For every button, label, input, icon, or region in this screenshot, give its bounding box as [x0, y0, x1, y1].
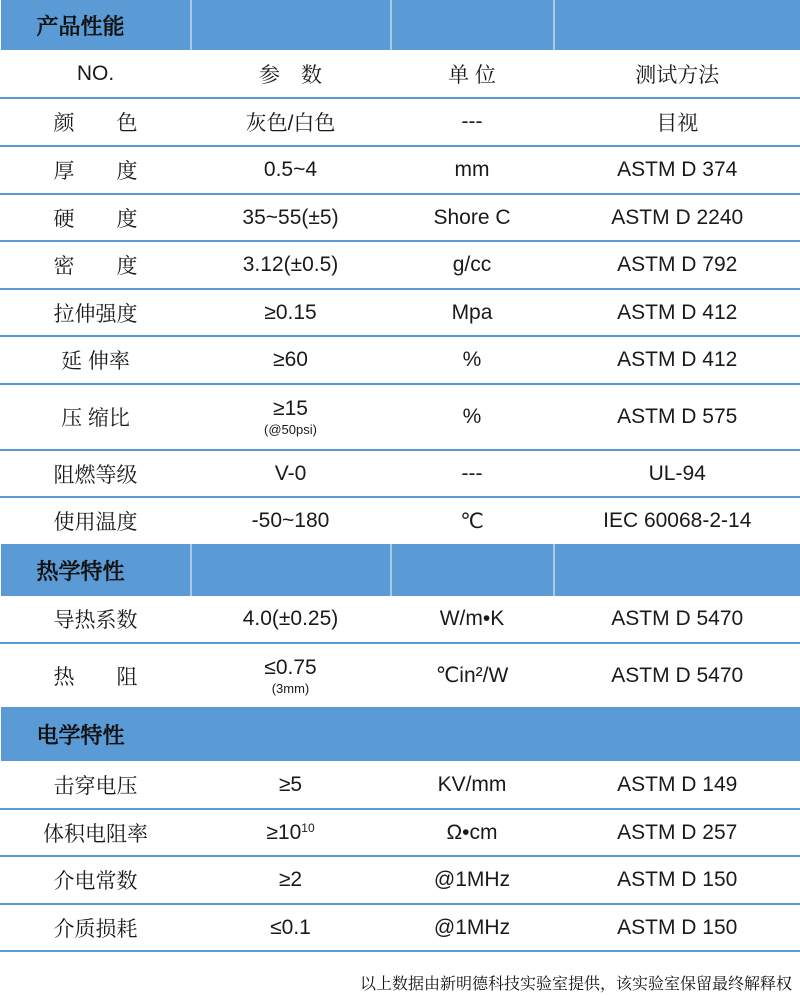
footnote: 以上数据由新明德科技实验室提供，该实验室保留最终解释权 — [359, 976, 792, 993]
table-row — [1, 643, 800, 707]
cell-param: ≥5 — [191, 761, 391, 809]
cell-unit: W/m•K — [391, 596, 554, 643]
cell-item: 厚 度 — [1, 146, 191, 194]
cell-param: ≥60 — [191, 336, 391, 384]
cell-item: 导热系数 — [1, 596, 191, 643]
table-row — [1, 809, 800, 856]
cell-param: V-0 — [191, 450, 391, 497]
cell-param: 3.12(±0.5) — [191, 241, 391, 289]
table-row — [1, 904, 800, 951]
cell-method: ASTM D 412 — [554, 289, 800, 336]
param-value: ≤0.75 — [264, 655, 317, 679]
cell-unit: Mpa — [391, 289, 554, 336]
cell-item: 介电常数 — [1, 856, 191, 904]
table-row — [1, 384, 800, 450]
table-row — [1, 856, 800, 904]
cell-method: ASTM D 5470 — [554, 643, 800, 707]
section-header-thermal — [1, 544, 800, 596]
cell-param: 灰色/白色 — [191, 98, 391, 146]
table-row — [1, 596, 800, 643]
cell-item: 阻燃等级 — [1, 450, 191, 497]
cell-unit: % — [391, 384, 554, 450]
cell-param: -50~180 — [191, 497, 391, 544]
cell-method: ASTM D 792 — [554, 241, 800, 289]
cell-method: ASTM D 412 — [554, 336, 800, 384]
cell-param — [191, 643, 391, 707]
cell-param: ≤0.1 — [191, 904, 391, 951]
cell-param — [191, 384, 391, 450]
cell-unit: @1MHz — [391, 856, 554, 904]
table-row — [1, 336, 800, 384]
cell-item: 热 阻 — [1, 643, 191, 707]
cell-method: ASTM D 575 — [554, 384, 800, 450]
cell-unit: @1MHz — [391, 904, 554, 951]
cell-method: ASTM D 150 — [554, 904, 800, 951]
cell-method: ASTM D 5470 — [554, 596, 800, 643]
cell-unit: Shore C — [391, 194, 554, 241]
table-row — [1, 289, 800, 336]
cell-param: ≥2 — [191, 856, 391, 904]
column-header-item: NO. — [1, 50, 191, 98]
cell-param: 35~55(±5) — [191, 194, 391, 241]
cell-item: 拉伸强度 — [1, 289, 191, 336]
cell-item: 体积电阻率 — [1, 809, 191, 856]
cell-unit: ℃in²/W — [391, 643, 554, 707]
cell-item: 颜 色 — [1, 98, 191, 146]
cell-method: UL-94 — [554, 450, 800, 497]
cell-method: ASTM D 149 — [554, 761, 800, 809]
cell-param: 4.0(±0.25) — [191, 596, 391, 643]
cell-item: 击穿电压 — [1, 761, 191, 809]
cell-item: 密 度 — [1, 241, 191, 289]
table-row — [1, 146, 800, 194]
table-row — [1, 241, 800, 289]
cell-param — [191, 809, 391, 856]
section-header-product — [1, 0, 800, 50]
cell-unit: Ω•cm — [391, 809, 554, 856]
section-title: 产品性能 — [1, 0, 191, 50]
cell-unit: % — [391, 336, 554, 384]
table-header-row — [1, 50, 800, 98]
cell-item: 介质损耗 — [1, 904, 191, 951]
cell-unit: KV/mm — [391, 761, 554, 809]
param-exponent: 10 — [301, 820, 315, 835]
param-base: ≥10 — [266, 820, 302, 844]
cell-item: 硬 度 — [1, 194, 191, 241]
cell-item: 使用温度 — [1, 497, 191, 544]
cell-unit: g/cc — [391, 241, 554, 289]
table-row — [1, 497, 800, 544]
section-title: 电学特性 — [1, 707, 800, 761]
section-title: 热学特性 — [1, 544, 191, 596]
table-row — [1, 450, 800, 497]
param-condition: (3mm) — [271, 680, 310, 696]
cell-method: ASTM D 150 — [554, 856, 800, 904]
cell-unit: ℃ — [391, 497, 554, 544]
column-header-param: 参 数 — [191, 50, 391, 98]
column-header-method: 测试方法 — [554, 50, 800, 98]
param-condition: (@50psi) — [264, 422, 317, 437]
cell-method: ASTM D 2240 — [554, 194, 800, 241]
cell-method: ASTM D 257 — [554, 809, 800, 856]
table-row — [1, 194, 800, 241]
cell-param: 0.5~4 — [191, 146, 391, 194]
param-value: ≥15 — [273, 397, 308, 420]
cell-unit: mm — [391, 146, 554, 194]
cell-unit: --- — [391, 450, 554, 497]
table-row — [1, 761, 800, 809]
cell-param: ≥0.15 — [191, 289, 391, 336]
column-header-unit: 单 位 — [391, 50, 554, 98]
cell-method: ASTM D 374 — [554, 146, 800, 194]
cell-method: 目视 — [554, 98, 800, 146]
cell-item: 压 缩比 — [1, 384, 191, 450]
cell-method: IEC 60068-2-14 — [554, 497, 800, 544]
cell-unit: --- — [391, 98, 554, 146]
cell-item: 延 伸率 — [1, 336, 191, 384]
section-header-electrical — [1, 707, 800, 761]
table-row — [1, 98, 800, 146]
